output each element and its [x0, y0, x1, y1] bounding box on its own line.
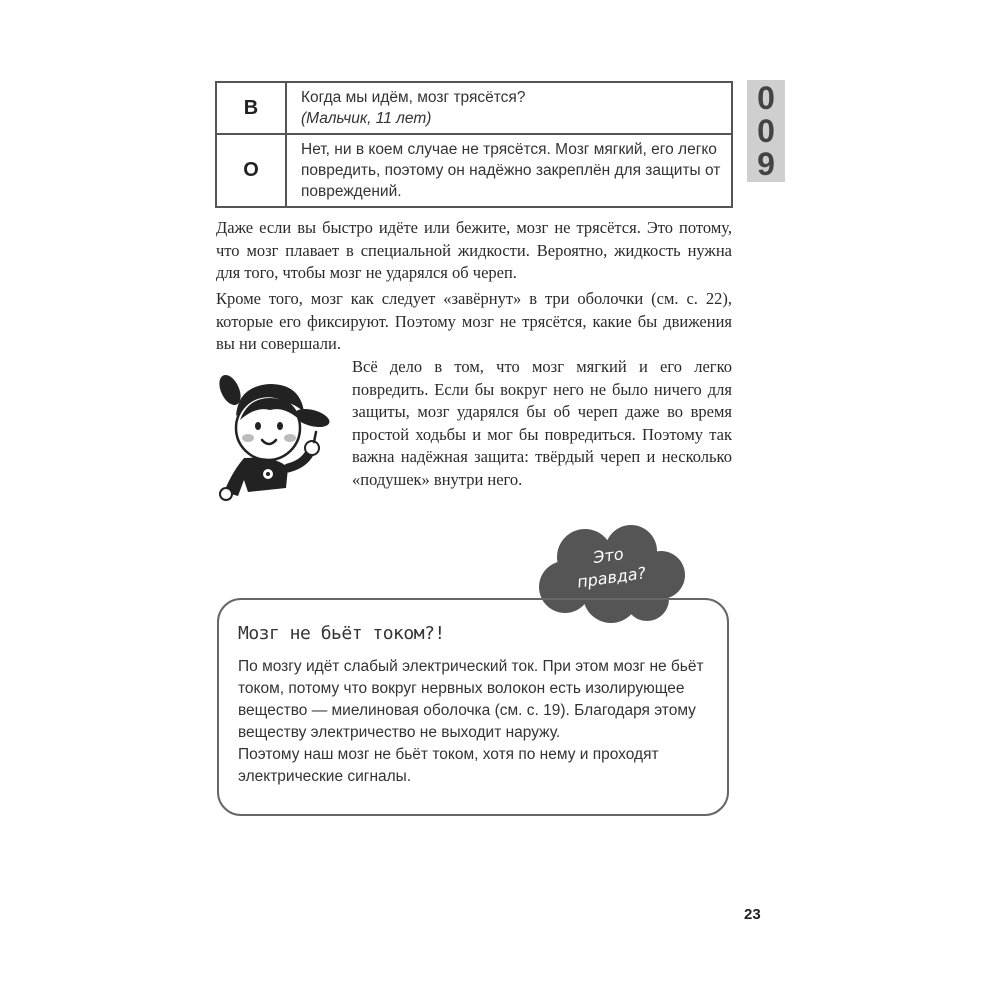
- question-letter: В: [216, 82, 286, 134]
- page-number: 23: [744, 906, 761, 923]
- fact-box-paragraph-1: По мозгу идёт слабый электрический ток. При этом мозг не бьёт током, потому что вокруг нервных волокон есть изолирующее вещество — миелиновая оболочка (см. с. 19). Благодаря этому веществу электричество не выходит наружу.: [238, 658, 704, 741]
- fact-box-title: Мозг не бьёт током?!: [238, 623, 445, 644]
- section-digit: 0: [757, 112, 775, 149]
- girl-illustration: [218, 368, 338, 506]
- paragraph-2: Кроме того, мозг как следует «завёрнут» в три оболочки (см. с. 22), которые его фиксируют. Поэтому мозг не трясётся, какие бы движения вы ни совершали.: [216, 289, 732, 353]
- section-number-tab: [747, 80, 785, 182]
- answer-text: Нет, ни в коем случае не трясётся. Мозг мягкий, его легко повредить, поэтому он надёжно закреплён для защиты от повреждений.: [286, 134, 732, 207]
- question-author: (Мальчик, 11 лет): [301, 110, 432, 127]
- fact-box-paragraph-2: Поэтому наш мозг не бьёт током, хотя по нему и проходят электрические сигналы.: [238, 746, 659, 785]
- paragraph-1: Даже если вы быстро идёте или бежите, мозг не трясётся. Это потому, что мозг плавает в специальной жидкости. Вероятно, жидкость нужна для того, чтобы мозг не ударялся об череп.: [216, 218, 732, 282]
- section-digit: 9: [757, 145, 775, 182]
- question-row: [216, 82, 732, 134]
- qa-table: [215, 81, 733, 208]
- cloud-label-line: правда?: [575, 563, 648, 592]
- question-cell: [286, 82, 732, 134]
- section-digit: 0: [757, 80, 775, 117]
- question-text: Когда мы идём, мозг трясётся?: [301, 89, 526, 106]
- answer-letter: О: [216, 134, 286, 207]
- answer-row: [216, 134, 732, 207]
- paragraph-3: Всё дело в том, что мозг мягкий и его легко повредить. Если бы вокруг него не было ничего для защиты, мозг ударялся бы об череп даже во время простой ходьбы и мог бы повредиться. Поэтому так важна надёжная защита: твёрдый череп и несколько «подушек» внутри него.: [352, 357, 732, 489]
- cloud-label-line: Это: [592, 544, 625, 568]
